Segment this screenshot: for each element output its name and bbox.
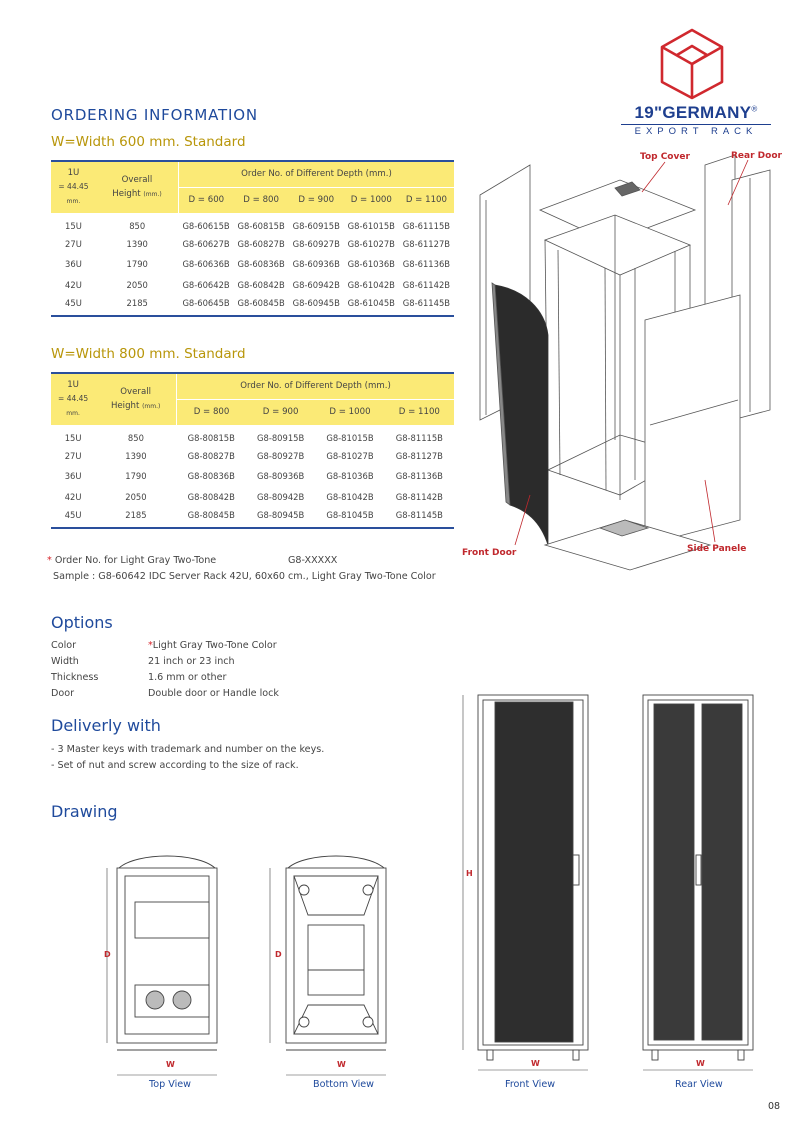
cell-order-no: G8-60636B — [182, 259, 230, 270]
options-title: Options — [51, 613, 113, 632]
table-row — [51, 487, 454, 508]
table800-depth-header: D = 1100 — [385, 399, 454, 425]
cell-height: 1790 — [125, 471, 147, 482]
table600-title: W=Width 600 mm. Standard — [51, 134, 246, 150]
label-top-cover: Top Cover — [640, 152, 690, 162]
cell-units: 42U — [65, 279, 82, 290]
option-label: Thickness — [51, 672, 99, 683]
cell-order-no: G8-80815B — [187, 433, 235, 444]
cell-units: 45U — [64, 509, 82, 520]
table800-col-height: Overall Height (mm.) — [95, 373, 176, 425]
cell-order-no: G8-81127B — [395, 450, 443, 461]
option-value — [148, 640, 277, 651]
cell-order-no: G8-61027B — [347, 238, 395, 249]
cell-height: 2050 — [125, 491, 147, 502]
delivery-list — [51, 742, 324, 774]
table-row — [51, 275, 454, 296]
option-star: * — [148, 640, 153, 651]
cell-height: 2050 — [126, 279, 148, 290]
sample-note: Sample : G8-60642 IDC Server Rack 42U, 60x60 cm., Light Gray Two-Tone Color — [53, 571, 436, 582]
cell-order-no: G8-81115B — [395, 433, 443, 444]
cell-order-no: G8-60915B — [292, 221, 340, 232]
cell-order-no: G8-61115B — [402, 221, 451, 232]
front-view-dim-h: H — [466, 869, 473, 878]
table-row — [51, 213, 454, 234]
table-row — [51, 466, 454, 487]
exploded-rack-illustration — [470, 150, 790, 590]
cell-height: 1390 — [126, 238, 148, 249]
option-label: Color — [51, 640, 77, 651]
cell-order-no: G8-61045B — [347, 297, 395, 308]
rear-view-dim-w: W — [696, 1059, 705, 1068]
cell-order-no: G8-60936B — [292, 259, 340, 270]
delivery-item: - 3 Master keys with trademark and number on the keys. — [51, 744, 325, 755]
label-front-door: Front Door — [462, 548, 517, 558]
table800-title: W=Width 800 mm. Standard — [51, 346, 246, 362]
page-title: ORDERING INFORMATION — [51, 106, 258, 124]
bottom-view-dim-w: W — [337, 1060, 346, 1069]
brand-name: 19"GERMANY® — [634, 103, 758, 122]
table800-depth-header: D = 900 — [246, 399, 315, 425]
cell-order-no: G8-60645B — [182, 297, 230, 308]
table600-depth-header: D = 600 — [179, 187, 234, 213]
table600-col-height: Overall Height (mm.) — [96, 161, 179, 213]
option-value-text: Light Gray Two-Tone Color — [152, 640, 277, 651]
cell-order-no: G8-80915B — [257, 433, 305, 444]
cell-order-no: G8-81036B — [326, 471, 374, 482]
cell-order-no: G8-80936B — [257, 471, 305, 482]
label-rear-door: Rear Door — [731, 151, 782, 161]
cell-order-no: G8-60945B — [292, 297, 340, 308]
bottom-view-label: Bottom View — [313, 1079, 375, 1090]
table600-col-1u: 1U = 44.45 mm. — [51, 161, 96, 213]
cell-order-no: G8-61036B — [347, 259, 395, 270]
cell-order-no: G8-80927B — [257, 450, 305, 461]
cell-units: 27U — [64, 450, 82, 461]
cell-order-no: G8-60842B — [237, 279, 285, 290]
cell-height: 850 — [127, 433, 144, 444]
cell-height: 2185 — [125, 509, 147, 520]
table800-order-header: Order No. of Different Depth (mm.) — [177, 373, 454, 399]
cell-height: 850 — [129, 221, 146, 232]
cell-order-no: G8-80942B — [257, 491, 305, 502]
cell-order-no: G8-60845B — [237, 297, 285, 308]
cell-order-no: G8-80836B — [187, 471, 235, 482]
option-value — [148, 688, 279, 699]
table600-depth-header: D = 1000 — [344, 187, 399, 213]
cell-units: 36U — [65, 259, 82, 270]
cell-order-no: G8-81045B — [326, 509, 374, 520]
cell-order-no: G8-81042B — [326, 491, 374, 502]
delivery-item: - Set of nut and screw according to the size of rack. — [51, 760, 299, 771]
cell-order-no: G8-80945B — [257, 509, 305, 520]
cell-units: 42U — [64, 491, 82, 502]
table600 — [51, 160, 454, 317]
delivery-title: Deliverly with — [51, 716, 161, 735]
cell-order-no: G8-60627B — [182, 238, 230, 249]
rear-view-drawing — [630, 690, 770, 1075]
cell-order-no: G8-60815B — [237, 221, 285, 232]
rear-view-label: Rear View — [675, 1079, 723, 1090]
table600-depth-header: D = 1100 — [399, 187, 454, 213]
cell-order-no: G8-80845B — [187, 509, 235, 520]
cell-order-no: G8-61136B — [402, 259, 451, 270]
cell-units: 15U — [64, 433, 82, 444]
table-row — [51, 234, 454, 255]
cell-order-no: G8-81145B — [395, 509, 443, 520]
order-note: * Order No. for Light Gray Two-Tone — [47, 555, 217, 566]
front-view-label: Front View — [505, 1079, 556, 1090]
table600-order-header: Order No. of Different Depth (mm.) — [179, 161, 454, 187]
front-view-dim-w: W — [531, 1059, 540, 1068]
cell-order-no: G8-81027B — [326, 450, 374, 461]
top-view-label: Top View — [149, 1079, 192, 1090]
table800-depth-header: D = 1000 — [315, 399, 384, 425]
cell-order-no: G8-61142B — [402, 279, 451, 290]
table-row — [51, 295, 454, 316]
table800-col-1u: 1U = 44.45 mm. — [51, 373, 95, 425]
option-value-text: Double door or Handle lock — [148, 688, 279, 699]
bottom-view-dim-d: D — [275, 950, 282, 959]
cell-order-no: G8-60942B — [292, 279, 340, 290]
cell-height: 2185 — [126, 297, 148, 308]
table800 — [51, 372, 454, 529]
option-label: Door — [51, 688, 75, 699]
cell-order-no: G8-81142B — [395, 491, 443, 502]
cell-order-no: G8-61127B — [402, 238, 451, 249]
cell-units: 45U — [65, 297, 82, 308]
cell-order-no: G8-60927B — [292, 238, 340, 249]
page-number: 08 — [768, 1101, 781, 1112]
cell-units: 36U — [64, 471, 82, 482]
cell-order-no: G8-81136B — [395, 471, 443, 482]
cell-order-no: G8-80827B — [187, 450, 235, 461]
table-row — [51, 425, 454, 446]
table-row — [51, 446, 454, 467]
cell-order-no: G8-80842B — [187, 491, 235, 502]
table600-depth-header: D = 900 — [289, 187, 344, 213]
brand-cube-logo — [660, 28, 724, 100]
table-row — [51, 507, 454, 528]
cell-order-no: G8-61145B — [402, 297, 451, 308]
order-note-code: G8-XXXXX — [288, 555, 338, 566]
option-value — [148, 672, 226, 683]
bottom-view-drawing — [266, 850, 406, 1080]
option-value-text: 1.6 mm or other — [148, 672, 227, 683]
option-value — [148, 656, 235, 667]
cell-order-no: G8-61015B — [347, 221, 395, 232]
cell-height: 1790 — [126, 259, 148, 270]
top-view-dim-w: W — [166, 1060, 175, 1069]
cell-order-no: G8-61042B — [347, 279, 395, 290]
table800-depth-header: D = 800 — [177, 399, 246, 425]
cell-height: 1390 — [125, 450, 147, 461]
table600-depth-header: D = 800 — [234, 187, 289, 213]
option-value-text: 21 inch or 23 inch — [148, 656, 235, 667]
top-view-drawing — [97, 850, 237, 1080]
cell-order-no: G8-60615B — [182, 221, 230, 232]
cell-order-no: G8-60642B — [182, 279, 230, 290]
cell-order-no: G8-60827B — [237, 238, 285, 249]
label-side-panel: Side Panele — [687, 544, 747, 554]
cell-order-no: G8-81015B — [326, 433, 374, 444]
table-row — [51, 254, 454, 275]
drawing-title: Drawing — [51, 802, 118, 821]
front-view-drawing — [455, 690, 605, 1075]
option-label: Width — [51, 656, 79, 667]
cell-units: 15U — [65, 221, 82, 232]
top-view-dim-d: D — [104, 950, 111, 959]
cell-units: 27U — [65, 238, 82, 249]
brand-tagline: EXPORT RACK — [621, 124, 771, 137]
cell-order-no: G8-60836B — [237, 259, 285, 270]
